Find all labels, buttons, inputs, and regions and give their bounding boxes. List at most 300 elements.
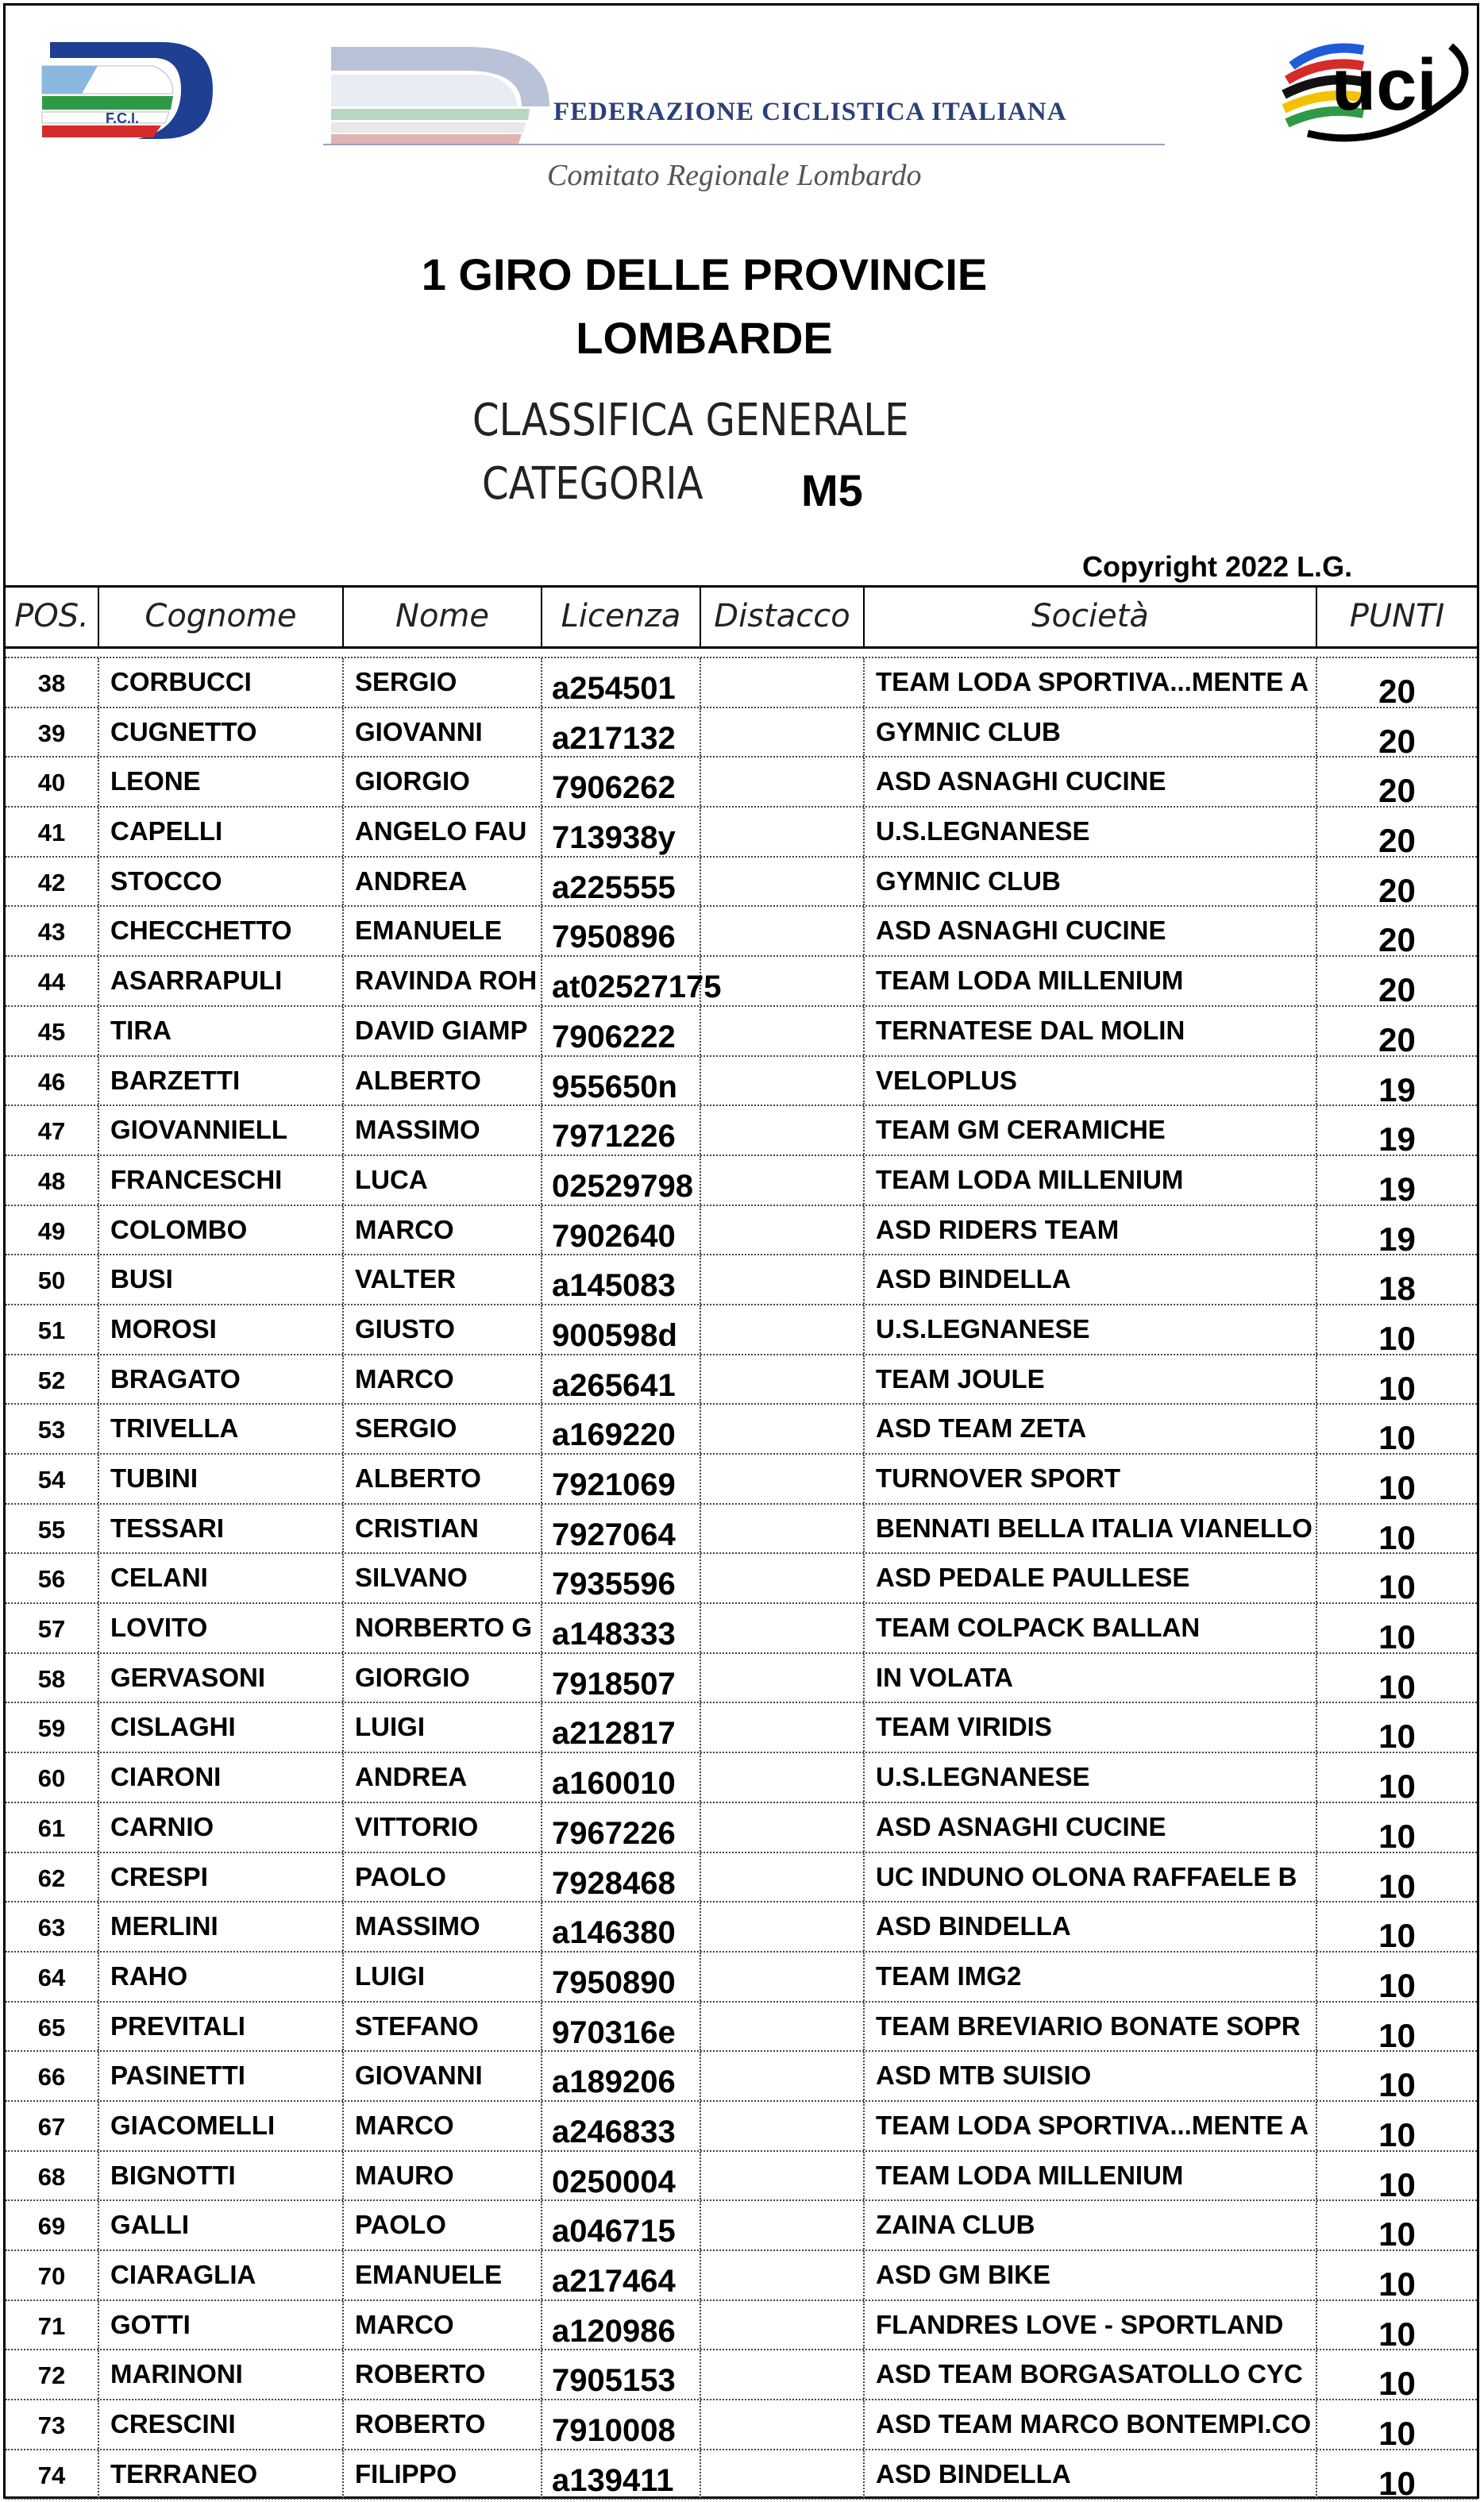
cell-license: a139411 xyxy=(542,2450,701,2499)
cell-points: 10 xyxy=(1378,2165,1416,2200)
cell-pos: 39 xyxy=(6,708,99,757)
cell-first-name: VITTORIO xyxy=(344,1803,542,1852)
cell-pos: 56 xyxy=(6,1554,99,1602)
cell-first-name: LUIGI xyxy=(344,1703,542,1752)
cell-license: 970316e xyxy=(542,2003,701,2051)
committee-name: Comitato Regionale Lombardo xyxy=(547,159,922,192)
cell-first-name: STEFANO xyxy=(344,2003,542,2051)
cell-license: a217132 xyxy=(542,708,701,757)
column-header-points: PUNTI xyxy=(1349,598,1445,634)
cell-pos: 59 xyxy=(6,1703,99,1752)
cell-pos: 64 xyxy=(6,1953,99,2001)
category-label: CATEGORIA xyxy=(482,458,703,510)
cell-gap-time xyxy=(701,808,865,856)
table-row xyxy=(6,2003,1477,2053)
cell-points: 20 xyxy=(1378,921,1416,956)
cell-team: U.S.LEGNANESE xyxy=(865,808,1317,856)
cell-points: 19 xyxy=(1378,1220,1416,1255)
cell-license: 7950890 xyxy=(542,1953,701,2001)
cell-points: 10 xyxy=(1378,2215,1416,2249)
table-row xyxy=(6,1703,1477,1753)
cell-pos: 69 xyxy=(6,2201,99,2249)
cell-gap-time xyxy=(701,1604,865,1652)
column-header-pos: POS. xyxy=(6,588,99,646)
header-divider xyxy=(323,144,1165,145)
table-row xyxy=(6,858,1477,908)
column-header-license: Licenza xyxy=(542,588,701,646)
cell-team: GYMNIC CLUB xyxy=(865,858,1317,906)
cell-pos: 67 xyxy=(6,2102,99,2150)
cell-license: 7902640 xyxy=(542,1206,701,1255)
cell-team: TEAM COLPACK BALLAN xyxy=(865,1604,1317,1652)
cell-first-name: MASSIMO xyxy=(344,1106,542,1155)
cell-pos: 45 xyxy=(6,1007,99,1055)
cell-surname: TESSARI xyxy=(99,1505,344,1553)
cell-first-name: SERGIO xyxy=(344,658,542,707)
cell-gap-time xyxy=(701,858,865,906)
cell-license: a120986 xyxy=(542,2301,701,2350)
table-row xyxy=(6,1455,1477,1505)
table-row xyxy=(6,1007,1477,1057)
cell-surname: GERVASONI xyxy=(99,1654,344,1702)
cell-surname: TERRANEO xyxy=(99,2450,344,2499)
cell-surname: BRAGATO xyxy=(99,1355,344,1404)
cell-first-name: MARCO xyxy=(344,2102,542,2150)
cell-pos: 47 xyxy=(6,1106,99,1155)
table-row xyxy=(6,1355,1477,1405)
cell-team: TEAM LODA MILLENIUM xyxy=(865,1156,1317,1205)
cell-license: 7905153 xyxy=(542,2350,701,2399)
cell-surname: COLOMBO xyxy=(99,1206,344,1255)
cell-first-name: ROBERTO xyxy=(344,2350,542,2399)
cell-team: ASD BINDELLA xyxy=(865,1903,1317,1951)
cell-points: 20 xyxy=(1378,722,1416,757)
cell-gap-time xyxy=(701,1505,865,1553)
cell-first-name: SERGIO xyxy=(344,1405,542,1453)
cell-gap-time xyxy=(701,658,865,707)
cell-team: ASD ASNAGHI CUCINE xyxy=(865,758,1317,806)
cell-surname: ASARRAPULI xyxy=(99,957,344,1005)
cell-pos: 42 xyxy=(6,858,99,906)
cell-surname: GIACOMELLI xyxy=(99,2102,344,2150)
cell-first-name: GIOVANNI xyxy=(344,708,542,757)
cell-gap-time xyxy=(701,1255,865,1304)
cell-license: a160010 xyxy=(542,1753,701,1802)
cell-first-name: ANDREA xyxy=(344,858,542,906)
cell-gap-time xyxy=(701,2003,865,2051)
table-row xyxy=(6,808,1477,858)
cell-points: 19 xyxy=(1378,1170,1416,1205)
cell-surname: TRIVELLA xyxy=(99,1405,344,1453)
cell-gap-time xyxy=(701,1305,865,1354)
cell-pos: 41 xyxy=(6,808,99,856)
cell-points: 10 xyxy=(1378,1717,1416,1752)
cell-points: 10 xyxy=(1378,1867,1416,1902)
cell-first-name: GIOVANNI xyxy=(344,2052,542,2100)
cell-first-name: ALBERTO xyxy=(344,1057,542,1105)
cell-gap-time xyxy=(701,1405,865,1453)
cell-gap-time xyxy=(701,1455,865,1503)
cell-gap-time xyxy=(701,1753,865,1802)
cell-pos: 46 xyxy=(6,1057,99,1105)
cell-points: 10 xyxy=(1378,2464,1416,2499)
cell-first-name: GIORGIO xyxy=(344,758,542,806)
cell-pos: 49 xyxy=(6,1206,99,1255)
cell-first-name: MARCO xyxy=(344,1206,542,1255)
cell-first-name: ALBERTO xyxy=(344,1455,542,1503)
cell-points: 10 xyxy=(1378,2066,1416,2100)
cell-surname: CORBUCCI xyxy=(99,658,344,707)
cell-points: 10 xyxy=(1378,1469,1416,1503)
cell-team: TEAM JOULE xyxy=(865,1355,1317,1404)
cell-points: 20 xyxy=(1378,871,1416,906)
cell-pos: 71 xyxy=(6,2301,99,2350)
cell-surname: CISLAGHI xyxy=(99,1703,344,1752)
cell-license: a189206 xyxy=(542,2052,701,2100)
cell-team: ZAINA CLUB xyxy=(865,2201,1317,2249)
cell-team: ASD BINDELLA xyxy=(865,2450,1317,2499)
cell-gap-time xyxy=(701,1355,865,1404)
cell-pos: 62 xyxy=(6,1853,99,1902)
cell-points: 20 xyxy=(1378,772,1416,807)
copyright: Copyright 2022 L.G. xyxy=(1082,550,1353,583)
cell-surname: MARINONI xyxy=(99,2350,344,2399)
cell-pos: 65 xyxy=(6,2003,99,2051)
cell-license: 713938y xyxy=(542,808,701,856)
cell-gap-time xyxy=(701,957,865,1005)
cell-license: 7910008 xyxy=(542,2400,701,2449)
cell-points: 20 xyxy=(1378,1020,1416,1055)
cell-first-name: LUCA xyxy=(344,1156,542,1205)
cell-surname: FRANCESCHI xyxy=(99,1156,344,1205)
cell-license: a212817 xyxy=(542,1703,701,1752)
cell-gap-time xyxy=(701,1703,865,1752)
cell-license: 7967226 xyxy=(542,1803,701,1852)
cell-license: 02529798 xyxy=(542,1156,701,1205)
cell-surname: CRESCINI xyxy=(99,2400,344,2449)
cell-points: 10 xyxy=(1378,1568,1416,1603)
cell-points: 10 xyxy=(1378,2315,1416,2350)
cell-gap-time xyxy=(701,2400,865,2449)
cell-team: ASD TEAM MARCO BONTEMPI.CO xyxy=(865,2400,1317,2449)
cell-gap-time xyxy=(701,1903,865,1951)
cell-license: a225555 xyxy=(542,858,701,906)
cell-license: 7927064 xyxy=(542,1505,701,1553)
cell-pos: 66 xyxy=(6,2052,99,2100)
cell-pos: 72 xyxy=(6,2350,99,2399)
cell-team: ASD GM BIKE xyxy=(865,2251,1317,2300)
cell-points: 10 xyxy=(1378,1618,1416,1652)
cell-pos: 57 xyxy=(6,1604,99,1652)
cell-first-name: GIORGIO xyxy=(344,1654,542,1702)
cell-first-name: DAVID GIAMP xyxy=(344,1007,542,1055)
federation-header xyxy=(323,31,1165,204)
cell-points: 10 xyxy=(1378,2115,1416,2150)
cell-surname: MOROSI xyxy=(99,1305,344,1354)
cell-points: 10 xyxy=(1378,1518,1416,1553)
column-header-team: Società xyxy=(865,588,1317,646)
cell-team: TEAM GM CERAMICHE xyxy=(865,1106,1317,1155)
cell-gap-time xyxy=(701,758,865,806)
cell-pos: 73 xyxy=(6,2400,99,2449)
cell-surname: GOTTI xyxy=(99,2301,344,2350)
column-header-surname: Cognome xyxy=(99,588,344,646)
event-title-line2: LOMBARDE xyxy=(576,313,833,363)
cell-gap-time xyxy=(701,1853,865,1902)
cell-license: a254501 xyxy=(542,658,701,707)
cell-points: 19 xyxy=(1378,1070,1416,1105)
cell-team: BENNATI BELLA ITALIA VIANELLO xyxy=(865,1505,1317,1553)
cell-team: TEAM LODA SPORTIVA...MENTE A xyxy=(865,2102,1317,2150)
cell-gap-time xyxy=(701,1057,865,1105)
cell-first-name: SILVANO xyxy=(344,1554,542,1602)
cell-pos: 61 xyxy=(6,1803,99,1852)
cell-points: 10 xyxy=(1378,1917,1416,1951)
cell-pos: 51 xyxy=(6,1305,99,1354)
cell-first-name: MARCO xyxy=(344,1355,542,1404)
cell-points: 20 xyxy=(1378,673,1416,707)
cell-team: ASD ASNAGHI CUCINE xyxy=(865,907,1317,955)
table-row xyxy=(6,1853,1477,1903)
cell-gap-time xyxy=(701,2450,865,2499)
cell-gap-time xyxy=(701,2301,865,2350)
cell-points: 10 xyxy=(1378,1966,1416,2001)
cell-team: ASD TEAM ZETA xyxy=(865,1405,1317,1453)
cell-pos: 52 xyxy=(6,1355,99,1404)
table-row xyxy=(6,1604,1477,1654)
table-row xyxy=(6,2201,1477,2251)
cell-gap-time xyxy=(701,2102,865,2150)
table-row xyxy=(6,2350,1477,2400)
cell-points: 20 xyxy=(1378,822,1416,856)
table-row xyxy=(6,1057,1477,1107)
table-row xyxy=(6,2152,1477,2202)
cell-points: 18 xyxy=(1378,1270,1416,1304)
cell-team: ASD RIDERS TEAM xyxy=(865,1206,1317,1255)
cell-pos: 38 xyxy=(6,658,99,707)
table-row xyxy=(6,907,1477,957)
cell-license: a046715 xyxy=(542,2201,701,2249)
cell-surname: CAPELLI xyxy=(99,808,344,856)
cell-pos: 53 xyxy=(6,1405,99,1453)
cell-pos: 44 xyxy=(6,957,99,1005)
cell-team: U.S.LEGNANESE xyxy=(865,1753,1317,1802)
cell-surname: LOVITO xyxy=(99,1604,344,1652)
cell-license: 7928468 xyxy=(542,1853,701,1902)
classification-title: CLASSIFICA GENERALE xyxy=(472,395,909,446)
cell-team: TURNOVER SPORT xyxy=(865,1455,1317,1503)
cell-points: 10 xyxy=(1378,1369,1416,1404)
cell-team: UC INDUNO OLONA RAFFAELE B xyxy=(865,1853,1317,1902)
cell-license: 7906222 xyxy=(542,1007,701,1055)
table-body xyxy=(6,658,1477,2500)
cell-team: U.S.LEGNANESE xyxy=(865,1305,1317,1354)
column-header-first-name: Nome xyxy=(344,588,542,646)
cell-first-name: PAOLO xyxy=(344,1853,542,1902)
cell-first-name: FILIPPO xyxy=(344,2450,542,2499)
cell-points: 10 xyxy=(1378,2265,1416,2300)
cell-team: TEAM IMG2 xyxy=(865,1953,1317,2001)
cell-points: 10 xyxy=(1378,1817,1416,1852)
cell-pos: 58 xyxy=(6,1654,99,1702)
cell-gap-time xyxy=(701,1654,865,1702)
cell-surname: MERLINI xyxy=(99,1903,344,1951)
cell-points: 10 xyxy=(1378,1319,1416,1354)
cell-team: IN VOLATA xyxy=(865,1654,1317,1702)
event-title-line1: 1 GIRO DELLE PROVINCIE xyxy=(421,249,988,299)
fci-logo-text: F.C.I. xyxy=(106,110,140,126)
federation-name: FEDERAZIONE CICLISTICA ITALIANA xyxy=(553,98,1067,126)
cell-license: a169220 xyxy=(542,1405,701,1453)
cell-first-name: PAOLO xyxy=(344,2201,542,2249)
cell-team: VELOPLUS xyxy=(865,1057,1317,1105)
table-row xyxy=(6,658,1477,708)
table-row xyxy=(6,2251,1477,2301)
cell-surname: PASINETTI xyxy=(99,2052,344,2100)
cell-pos: 40 xyxy=(6,758,99,806)
cell-pos: 68 xyxy=(6,2152,99,2200)
cell-license: a246833 xyxy=(542,2102,701,2150)
cell-points: 10 xyxy=(1378,1768,1416,1802)
table-row xyxy=(6,1654,1477,1704)
cell-pos: 60 xyxy=(6,1753,99,1802)
table-row xyxy=(6,2400,1477,2450)
cell-gap-time xyxy=(701,708,865,757)
cell-pos: 63 xyxy=(6,1903,99,1951)
cell-license: 7935596 xyxy=(542,1554,701,1602)
cell-license: 7971226 xyxy=(542,1106,701,1155)
cell-surname: CIARONI xyxy=(99,1753,344,1802)
cell-first-name: EMANUELE xyxy=(344,907,542,955)
cell-pos: 43 xyxy=(6,907,99,955)
cell-points: 10 xyxy=(1378,2016,1416,2051)
cell-license: a146380 xyxy=(542,1903,701,1951)
table-row xyxy=(6,708,1477,758)
header-spacer xyxy=(6,649,1477,658)
cell-surname: BARZETTI xyxy=(99,1057,344,1105)
cell-surname: RAHO xyxy=(99,1953,344,2001)
cell-surname: TIRA xyxy=(99,1007,344,1055)
results-table xyxy=(6,585,1477,2500)
table-row xyxy=(6,1505,1477,1555)
cell-gap-time xyxy=(701,1206,865,1255)
cell-surname: CARNIO xyxy=(99,1803,344,1852)
cell-surname: STOCCO xyxy=(99,858,344,906)
cell-gap-time xyxy=(701,2152,865,2200)
table-row xyxy=(6,2102,1477,2152)
cell-team: TEAM LODA SPORTIVA...MENTE A xyxy=(865,658,1317,707)
cell-team: TEAM LODA MILLENIUM xyxy=(865,2152,1317,2200)
cell-surname: GIOVANNIELL xyxy=(99,1106,344,1155)
federation-stripes-icon xyxy=(323,31,553,150)
cell-first-name: EMANUELE xyxy=(344,2251,542,2300)
table-row xyxy=(6,1753,1477,1803)
cell-gap-time xyxy=(701,907,865,955)
cell-license: a217464 xyxy=(542,2251,701,2300)
table-row xyxy=(6,1554,1477,1604)
cell-points: 19 xyxy=(1378,1120,1416,1155)
cell-surname: GALLI xyxy=(99,2201,344,2249)
cell-first-name: MARCO xyxy=(344,2301,542,2350)
cell-team: FLANDRES LOVE - SPORTLAND xyxy=(865,2301,1317,2350)
table-row xyxy=(6,1206,1477,1256)
cell-team: ASD ASNAGHI CUCINE xyxy=(865,1803,1317,1852)
cell-first-name: RAVINDA ROH xyxy=(344,957,542,1005)
cell-license: 900598d xyxy=(542,1305,701,1354)
cell-points: 10 xyxy=(1378,2415,1416,2449)
cell-surname: CUGNETTO xyxy=(99,708,344,757)
table-row xyxy=(6,1903,1477,1953)
cell-team: ASD PEDALE PAULLESE xyxy=(865,1554,1317,1602)
cell-points: 10 xyxy=(1378,1667,1416,1702)
cell-surname: CELANI xyxy=(99,1554,344,1602)
table-row xyxy=(6,1156,1477,1206)
cell-gap-time xyxy=(701,1953,865,2001)
cell-points: 10 xyxy=(1378,1419,1416,1453)
cell-surname: CHECCHETTO xyxy=(99,907,344,955)
table-row xyxy=(6,1803,1477,1853)
cell-pos: 48 xyxy=(6,1156,99,1205)
cell-points: 20 xyxy=(1378,971,1416,1005)
cell-team: ASD TEAM BORGASATOLLO CYC xyxy=(865,2350,1317,2399)
cell-gap-time xyxy=(701,2052,865,2100)
cell-license: a148333 xyxy=(542,1604,701,1652)
cell-gap-time xyxy=(701,2201,865,2249)
table-row xyxy=(6,1405,1477,1455)
cell-first-name: ROBERTO xyxy=(344,2400,542,2449)
cell-first-name: NORBERTO G xyxy=(344,1604,542,1652)
cell-first-name: GIUSTO xyxy=(344,1305,542,1354)
cell-team: TEAM VIRIDIS xyxy=(865,1703,1317,1752)
cell-surname: CIARAGLIA xyxy=(99,2251,344,2300)
cell-team: TEAM LODA MILLENIUM xyxy=(865,957,1317,1005)
table-row xyxy=(6,758,1477,808)
cell-team: GYMNIC CLUB xyxy=(865,708,1317,757)
cell-team: TERNATESE DAL MOLIN xyxy=(865,1007,1317,1055)
cell-license: 7918507 xyxy=(542,1654,701,1702)
cell-license: 7906262 xyxy=(542,758,701,806)
cell-gap-time xyxy=(701,1554,865,1602)
cell-first-name: CRISTIAN xyxy=(344,1505,542,1553)
cell-pos: 55 xyxy=(6,1505,99,1553)
cell-license: a265641 xyxy=(542,1355,701,1404)
cell-license: 7921069 xyxy=(542,1455,701,1503)
cell-gap-time xyxy=(701,1803,865,1852)
table-row xyxy=(6,2052,1477,2102)
column-header-gap-time: Distacco xyxy=(701,588,865,646)
cell-gap-time xyxy=(701,2350,865,2399)
category-value: M5 xyxy=(801,465,863,515)
table-row xyxy=(6,1953,1477,2003)
uci-logo-icon xyxy=(1276,34,1474,145)
cell-first-name: ANDREA xyxy=(344,1753,542,1802)
cell-pos: 54 xyxy=(6,1455,99,1503)
table-row xyxy=(6,2450,1477,2500)
table-row xyxy=(6,2301,1477,2351)
cell-gap-time xyxy=(701,2251,865,2300)
cell-team: TEAM BREVIARIO BONATE SOPR xyxy=(865,2003,1317,2051)
cell-license: 955650n xyxy=(542,1057,701,1105)
cell-gap-time xyxy=(701,1007,865,1055)
table-row xyxy=(6,1255,1477,1305)
cell-pos: 50 xyxy=(6,1255,99,1304)
cell-license: at02527175 xyxy=(542,957,701,1005)
cell-gap-time xyxy=(701,1106,865,1155)
cell-pos: 74 xyxy=(6,2450,99,2499)
cell-first-name: MAURO xyxy=(344,2152,542,2200)
cell-surname: TUBINI xyxy=(99,1455,344,1503)
table-header xyxy=(6,585,1477,649)
